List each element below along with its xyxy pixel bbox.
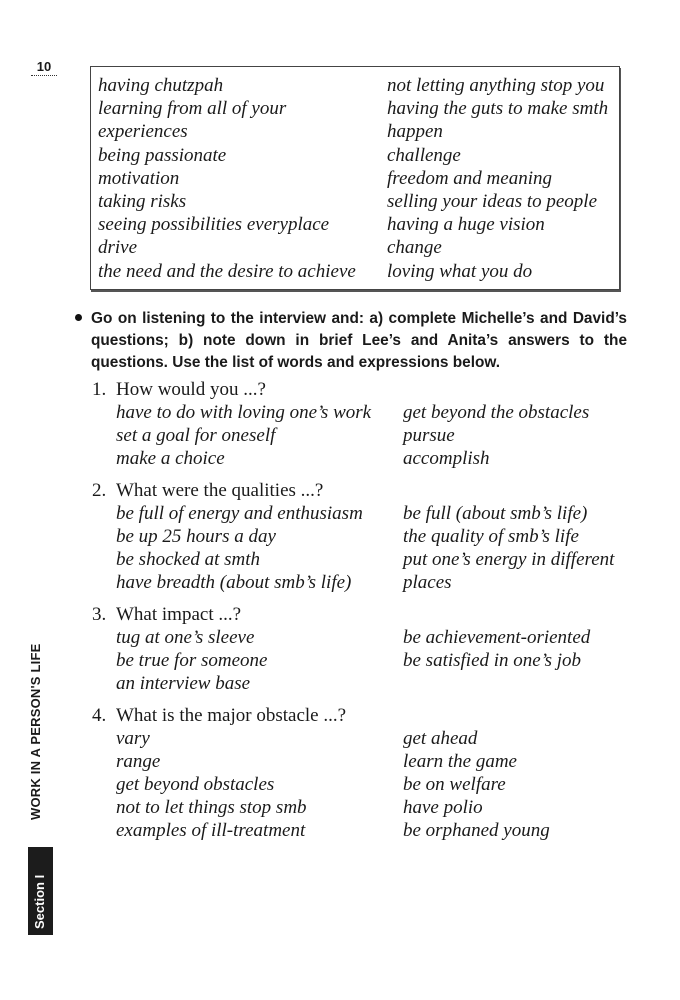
expression: vary [116,728,150,749]
expression: make a choice [116,448,225,469]
vocab-item: happen [387,121,443,143]
vocab-item: seeing possibilities everyplace [98,214,330,236]
question-number: 3. [92,604,107,625]
question-1 [92,378,590,469]
question-4 [92,704,550,841]
expression: be full of energy and enthusiasm [116,503,363,524]
expression: be shocked at smth [116,549,261,570]
vocabulary-left-column [98,74,356,283]
vocab-item: not letting anything stop you [387,75,605,96]
vocab-item: drive [98,237,138,259]
vocab-item: selling your ideas to people [387,191,598,213]
vocabulary-right-column [387,74,608,283]
vocab-item: having chutzpah [98,75,224,96]
chapter-side-title: WORK IN A PERSON'S LIFE [28,643,43,820]
expression: have breadth (about smb’s life) [116,572,352,593]
vocabulary-box [90,66,620,290]
vocab-item: challenge [387,144,461,166]
expression: places [403,572,452,593]
expression: accomplish [403,448,490,469]
question-2 [92,479,615,593]
expression: set a goal for oneself [116,425,276,446]
question-number: 1. [92,379,107,400]
vocab-item: motivation [98,167,180,189]
vocab-item: taking risks [98,191,187,213]
vocab-item: freedom and meaning [387,167,552,189]
expression: be up 25 hours a day [116,526,276,547]
vocab-item: the need and the desire to achieve [98,260,356,282]
instruction-text: Go on listening to the interview and: a) complete Michelle’s and David’s questions; b) note down in brief Lee’s and Anita’s answers to the questions. Use the list of words and expressions below. [91,310,627,371]
question-title: What were the qualities ...? [116,480,324,501]
question-title: What impact ...? [116,604,242,625]
vocab-item: change [387,237,442,259]
expression: have to do with loving one’s work [116,402,372,423]
vocab-item: having a huge vision [387,214,545,236]
section-tab [28,847,53,935]
question-title: How would you ...? [116,379,266,400]
expression: get ahead [403,728,478,749]
expression: tug at one’s sleeve [116,627,255,648]
expression: be orphaned young [403,820,550,841]
question-3 [92,603,591,694]
section-label: Section I [32,874,47,929]
expression: be true for someone [116,650,268,671]
expression: get beyond the obstacles [403,402,590,423]
expression: be full (about smb’s life) [403,503,588,524]
bullet-icon [75,314,82,321]
expression: be satisfied in one’s job [403,650,582,671]
expression: put one’s energy in different [403,549,615,570]
expression: not to let things stop smb [116,797,307,818]
expression: get beyond obstacles [116,774,275,795]
vocab-item: having the guts to make smth [387,98,609,120]
expression: be achievement-oriented [403,627,591,648]
vocab-item: being passionate [98,144,227,166]
expression: pursue [403,425,455,446]
vocab-item: loving what you do [387,260,533,282]
question-left-list [116,727,307,842]
expression: examples of ill-treatment [116,820,306,841]
question-left-list [116,626,267,695]
expression: the quality of smb’s life [403,526,579,547]
vocab-item: learning from all of your [98,98,287,120]
instruction [75,308,627,374]
question-left-list [116,401,371,470]
question-right-list [403,502,614,594]
question-number: 2. [92,480,107,501]
page-number: 10 [31,60,57,76]
question-right-list [403,401,589,470]
expression: learn the game [403,751,517,772]
expression: have polio [403,797,483,818]
question-number: 4. [92,705,107,726]
expression: range [116,751,161,772]
question-title: What is the major obstacle ...? [116,705,347,726]
question-left-list [116,502,363,594]
expression: an interview base [116,673,251,694]
question-right-list [403,727,550,842]
expression: be on welfare [403,774,506,795]
vocab-item: experiences [98,121,188,143]
question-right-list [403,626,590,672]
